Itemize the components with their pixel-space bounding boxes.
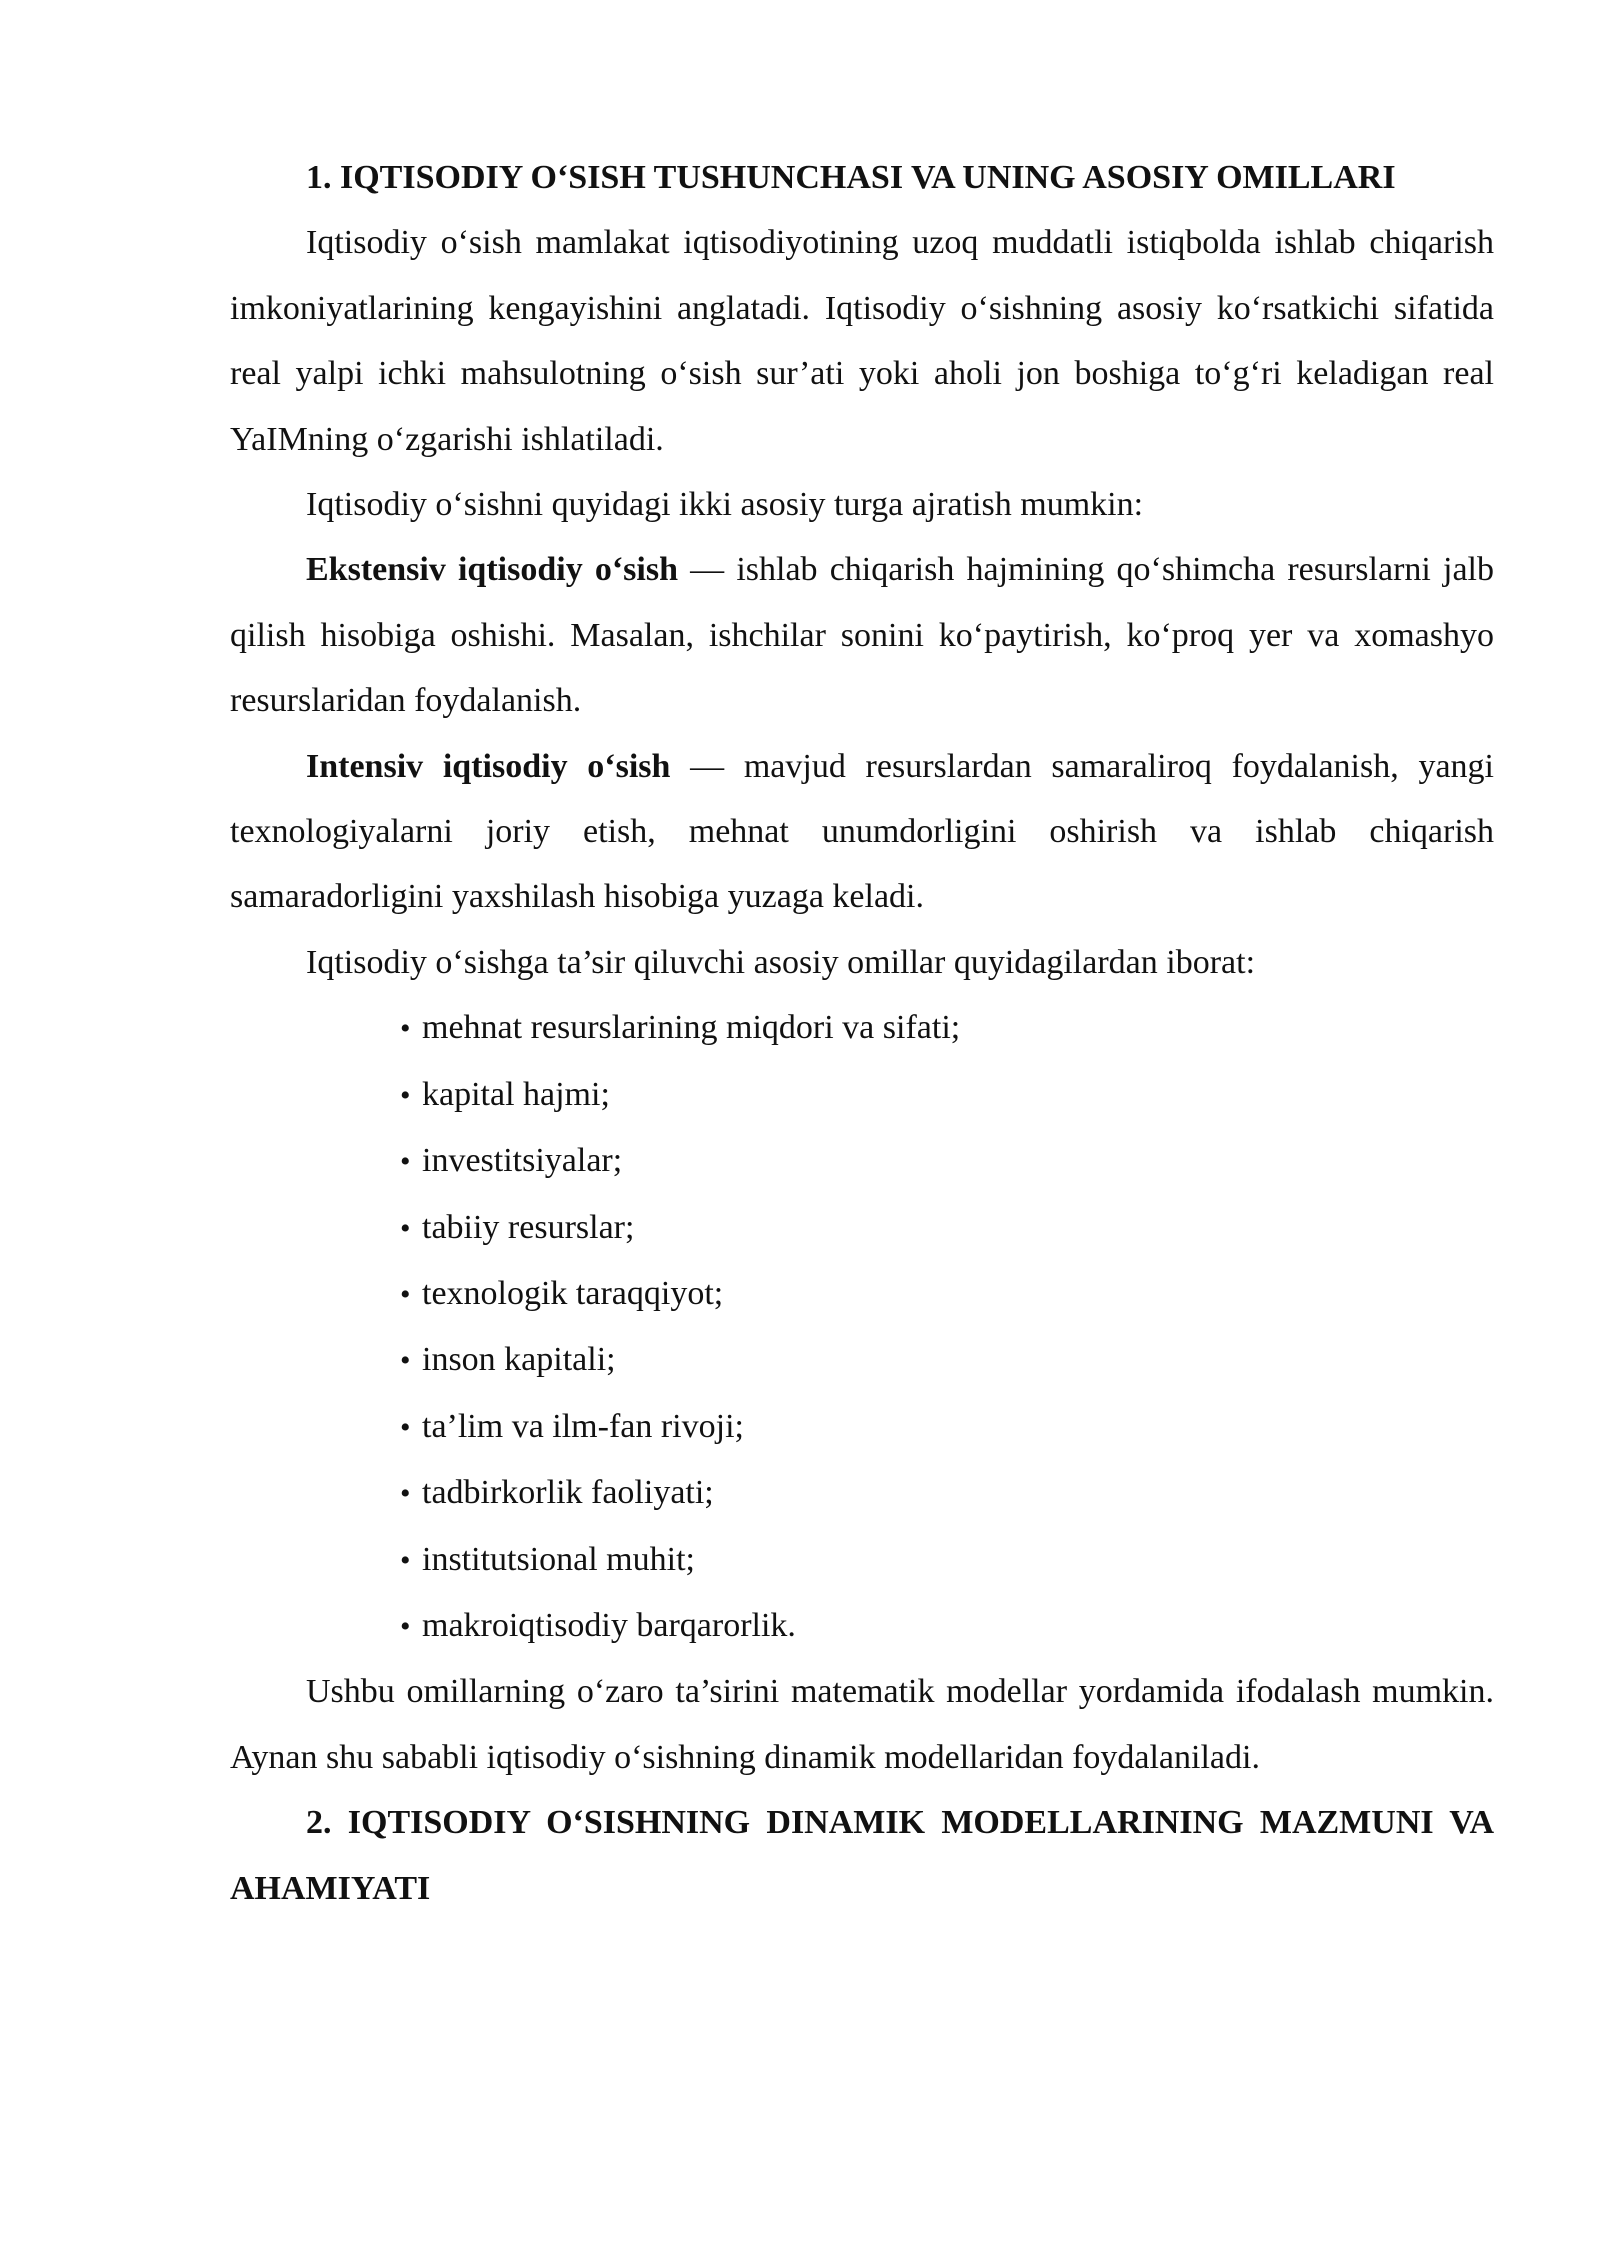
list-item-text: makroiqtisodiy barqarorlik. [422,1606,796,1644]
bullet-icon: • [400,1078,411,1112]
extensive-growth-term: Ekstensiv iqtisodiy o‘sish [306,551,678,589]
list-item [400,1527,1494,1593]
section-1-heading: 1. IQTISODIY O‘SISH TUSHUNCHASI VA UNING ASOSIY OMILLARI [306,159,1396,196]
document-page [230,145,1494,1921]
list-item [400,1460,1494,1526]
extensive-growth-definition: — ishlab chiqarish hajmining qo‘shimcha resurslarni jalb qilish hisobiga oshishi. Masalan, ishchilar sonini ko‘paytirish, ko‘proq yer va xomashyo resurslaridan foydalanish. [230,551,1494,720]
bullet-icon: • [400,1277,411,1311]
factors-intro-paragraph: Iqtisodiy o‘sishga ta’sir qiluvchi asosiy omillar quyidagilardan iborat: [306,943,1256,981]
bullet-icon: • [400,1344,411,1378]
list-item-text: ta’lim va ilm-fan rivoji; [422,1407,744,1445]
intensive-growth-definition: — mavjud resurslardan samaraliroq foydalanish, yangi texnologiyalarni joriy etish, mehnat unumdorligini oshirish va ishlab chiqarish samaradorligini yaxshilash hisobiga yuzaga keladi. [230,747,1494,916]
intro-paragraph: Iqtisodiy o‘sish mamlakat iqtisodiyotining uzoq muddatli istiqbolda ishlab chiqarish imkoniyatlarining kengayishini anglatadi. Iqtisodiy o‘sishning asosiy ko‘rsatkichi sifatida real yalpi ichki mahsulotning o‘sish sur’ati yoki aholi jon boshiga to‘g‘ri keladigan real YaIMning o‘zgarishi ishlatiladi. [230,224,1494,458]
list-item [400,995,1494,1061]
bullet-icon: • [400,1477,411,1511]
list-item-text: kapital hajmi; [422,1075,610,1113]
conclusion-paragraph: Ushbu omillarning o‘zaro ta’sirini matematik modellar yordamida ifodalash mumkin. Aynan shu sababli iqtisodiy o‘sishning dinamik modellaridan foydalaniladi. [230,1673,1494,1776]
list-item-text: investitsiyalar; [422,1142,623,1180]
list-item [400,1261,1494,1327]
list-item [400,1394,1494,1460]
list-item [400,1062,1494,1128]
bullet-icon: • [400,1609,411,1643]
growth-factors-list [230,995,1494,1659]
bullet-icon: • [400,1145,411,1179]
list-item [400,1327,1494,1393]
list-item [400,1593,1494,1659]
list-item-text: mehnat resurslarining miqdori va sifati; [422,1009,961,1047]
list-item [400,1128,1494,1194]
intensive-growth-paragraph [230,734,1494,930]
bullet-icon: • [400,1211,411,1245]
list-item-text: texnologik taraqqiyot; [422,1274,724,1312]
list-item [400,1195,1494,1261]
bullet-icon: • [400,1410,411,1444]
list-item-text: inson kapitali; [422,1341,616,1379]
intensive-growth-term: Intensiv iqtisodiy o‘sish [306,747,671,785]
list-item-text: institutsional muhit; [422,1540,695,1578]
list-item-text: tabiiy resurslar; [422,1208,635,1246]
bullet-icon: • [400,1012,411,1046]
types-intro-paragraph: Iqtisodiy o‘sishni quyidagi ikki asosiy turga ajratish mumkin: [306,486,1144,524]
section-2-heading: 2. IQTISODIY O‘SISHNING DINAMIK MODELLARINING MAZMUNI VA AHAMIYATI [230,1804,1494,1907]
list-item-text: tadbirkorlik faoliyati; [422,1474,714,1512]
bullet-icon: • [400,1543,411,1577]
extensive-growth-paragraph [230,537,1494,733]
